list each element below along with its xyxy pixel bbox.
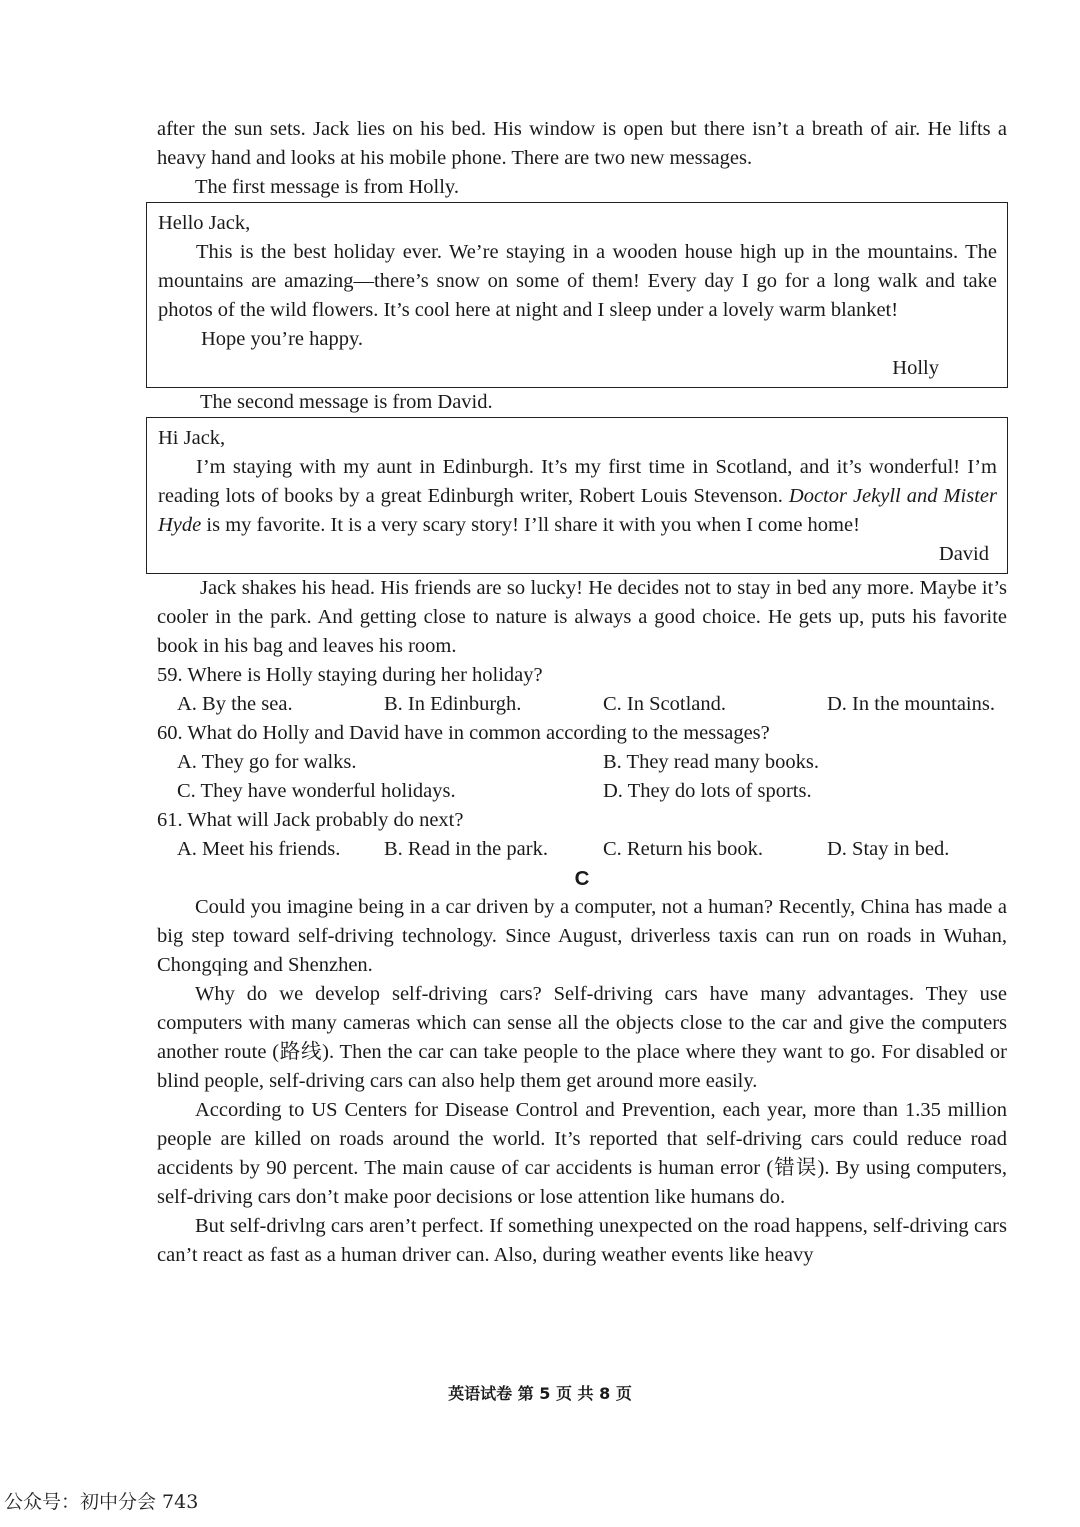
- option-a: A. By the sea.: [177, 693, 293, 715]
- question-options: [157, 690, 1007, 719]
- exam-page: [157, 115, 1007, 1270]
- option-c: C. In Scotland.: [603, 693, 726, 715]
- section-label: C: [574, 867, 590, 890]
- passage-paragraph: Why do we develop self-driving cars? Self-driving cars have many advantages. They use computers with many cameras which can sense all the objects close to the car and give the computers another route (路线). Then the car can take people to the place where they want to go. For disabled or blind people, self-driving cars can also help them get around more easily.: [157, 983, 1007, 1092]
- option-d: D. Stay in bed.: [827, 838, 950, 860]
- passage-paragraph: But self-drivlng cars aren’t perfect. If something unexpected on the road happens, self-driving cars can’t react as fast as a human driver can. Also, during weather events like heavy: [157, 1215, 1007, 1266]
- question-options: [157, 835, 1007, 864]
- holly-closing: Hope you’re happy.: [201, 328, 364, 350]
- option-a: A. Meet his friends.: [177, 838, 341, 860]
- david-message-box: [146, 417, 1008, 574]
- david-body: [158, 453, 997, 540]
- david-greeting: Hi Jack,: [158, 427, 226, 449]
- question-60: [157, 719, 1007, 806]
- watermark-text: 公众号：初中分会 743: [4, 1491, 199, 1513]
- option-d: D. In the mountains.: [827, 693, 995, 715]
- holly-message-box: [146, 202, 1008, 388]
- holly-greeting: Hello Jack,: [158, 212, 251, 234]
- david-signature: David: [938, 543, 989, 565]
- option-d: D. They do lots of sports.: [603, 780, 812, 802]
- holly-body: This is the best holiday ever. We’re staying in a wooden house high up in the mountains. The mountains are amazing—there’s snow on some of them! Every day I go for a long walk and take photos of the wild flowers. It’s cool here at night and I sleep under a lovely warm blanket!: [158, 241, 997, 321]
- option-a: A. They go for walks.: [177, 751, 357, 773]
- first-message-intro: The first message is from Holly.: [195, 176, 459, 198]
- passage-paragraph: According to US Centers for Disease Control and Prevention, each year, more than 1.35 million people are killed on roads around the world. It’s reported that self-driving cars could reduce road accidents by 90 percent. The main cause of car accidents is human error (错误). By using computers, self-driving cars don’t make poor decisions or lose attention like humans do.: [157, 1099, 1007, 1208]
- question-stem: 59. Where is Holly staying during her holiday?: [157, 664, 543, 686]
- question-59: [157, 661, 1007, 719]
- second-message-intro: The second message is from David.: [200, 391, 493, 413]
- question-options: [157, 748, 1007, 777]
- question-61: [157, 806, 1007, 864]
- question-stem: 61. What will Jack probably do next?: [157, 809, 464, 831]
- option-b: B. In Edinburgh.: [384, 693, 522, 715]
- option-c: C. Return his book.: [603, 838, 764, 860]
- option-b: B. Read in the park.: [384, 838, 548, 860]
- page-footer: 英语试卷 第 5 页 共 8 页: [448, 1384, 632, 1403]
- option-b: B. They read many books.: [603, 751, 819, 773]
- question-options: [157, 777, 1007, 806]
- intro-paragraph: after the sun sets. Jack lies on his bed. His window is open but there isn’t a breath of air. He lifts a heavy hand and looks at his mobile phone. There are two new messages.: [157, 118, 1007, 169]
- question-stem: 60. What do Holly and David have in common according to the messages?: [157, 722, 770, 744]
- book-title: Doctor Jekyll and Mister Hyde: [158, 485, 997, 536]
- holly-signature: Holly: [892, 357, 939, 379]
- option-c: C. They have wonderful holidays.: [177, 780, 456, 802]
- outro-paragraph: Jack shakes his head. His friends are so lucky! He decides not to stay in bed any more. Maybe it’s cooler in the park. And getting close to nature is always a good choice. He gets up, puts his favorite book in his bag and leaves his room.: [157, 577, 1007, 657]
- david-body-part1: I’m staying with my aunt in Edinburgh. It’s my first time in Scotland, and it’s wonderful! I’m reading lots of books by a great Edinburgh writer, Robert Louis Stevenson.: [158, 456, 997, 507]
- david-body-part2: is my favorite. It is a very scary story! I’ll share it with you when I come home!: [201, 514, 860, 536]
- passage-paragraph: Could you imagine being in a car driven by a computer, not a human? Recently, China has made a big step toward self-driving technology. Since August, driverless taxis can run on roads in Wuhan, Chongqing and Shenzhen.: [157, 896, 1007, 976]
